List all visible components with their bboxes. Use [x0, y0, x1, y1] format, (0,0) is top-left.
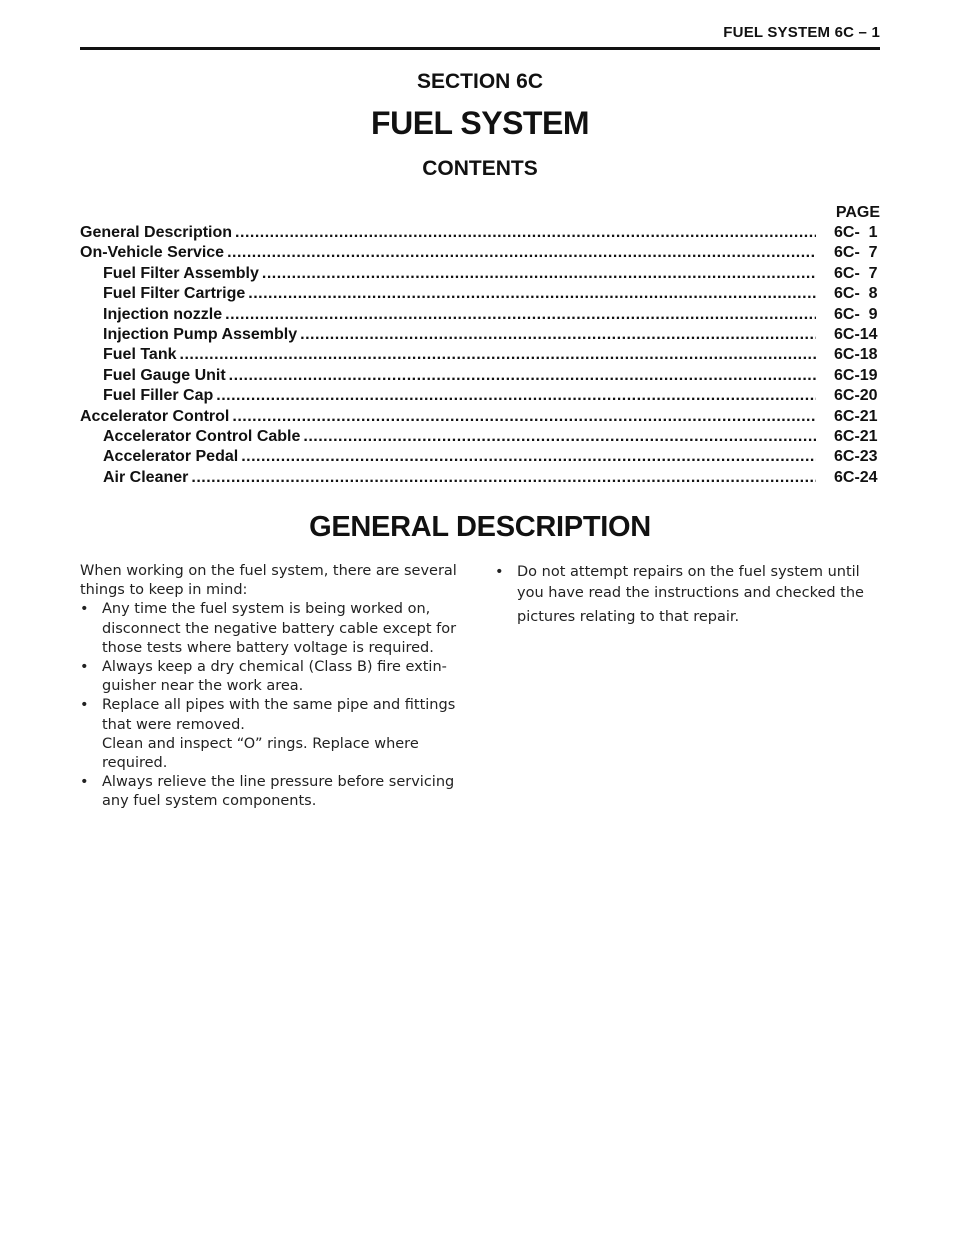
toc-leader-dots: [300, 325, 816, 345]
toc-leader-dots: [303, 427, 816, 447]
header-rule: [80, 47, 880, 50]
toc-entry[interactable]: [80, 264, 880, 284]
bullet-item: [80, 696, 468, 773]
toc-leader-dots: [262, 264, 816, 284]
toc-entry-text: Fuel Filter Assembly: [103, 264, 259, 282]
toc-leader-dots: [191, 468, 816, 488]
bullet-item: [80, 773, 468, 811]
toc-entry[interactable]: [80, 305, 880, 325]
toc-entry-text: Fuel Tank: [103, 346, 177, 364]
toc-entry-page: 6C-14: [834, 325, 878, 343]
toc-leader-dots: [216, 386, 816, 406]
intro-line: things to keep in mind:: [80, 582, 248, 599]
toc-entry[interactable]: [80, 325, 880, 345]
bullet-dot: •: [80, 697, 89, 714]
toc-entry-page: 6C- 8: [834, 285, 878, 303]
toc-entry-text: Air Cleaner: [103, 468, 189, 486]
toc-entry-page: 6C-21: [834, 407, 878, 425]
bullet-dot: •: [80, 601, 89, 618]
bullet-line: those tests where battery voltage is required.: [102, 639, 434, 656]
running-header: FUEL SYSTEM 6C – 1: [723, 24, 880, 41]
bullet-line: that were removed.: [102, 716, 245, 733]
toc-entry-page: 6C-18: [834, 346, 878, 364]
bullet-line: Clean and inspect “O” rings. Replace where: [102, 735, 419, 752]
bullet-item: [80, 658, 468, 696]
toc-leader-dots: [241, 447, 816, 467]
toc-entry-text: Injection nozzle: [103, 305, 223, 323]
toc-entry-page: 6C- 7: [834, 264, 878, 282]
intro-line: When working on the fuel system, there are several: [80, 563, 457, 579]
toc-entry-page: 6C-19: [834, 366, 878, 384]
intro-paragraph: [80, 562, 468, 600]
toc-entry-text: Fuel Filter Cartrige: [103, 285, 246, 303]
toc-entry-text: On-Vehicle Service: [80, 244, 225, 262]
toc-entry-page: 6C-23: [834, 448, 878, 466]
toc-entry-text: Fuel Gauge Unit: [103, 366, 226, 384]
section-label: SECTION 6C: [416, 70, 544, 93]
bullet-dot: •: [495, 564, 504, 580]
bullet-line: Replace all pipes with the same pipe and fittings: [102, 697, 456, 714]
toc-entry-text: General Description: [80, 224, 233, 241]
toc-entry-page: 6C-24: [834, 468, 878, 486]
toc-entry-text: Fuel Filler Cap: [103, 387, 214, 405]
toc-entry[interactable]: [80, 284, 880, 304]
toc-leader-dots: [229, 366, 816, 386]
toc-entry[interactable]: [80, 223, 880, 243]
toc-entry-page: 6C-20: [834, 387, 878, 405]
toc-entry-page: 6C- 7: [834, 244, 878, 262]
page-column-label: PAGE: [835, 204, 880, 221]
toc-leader-dots: [227, 243, 816, 263]
toc-entry[interactable]: [80, 468, 880, 488]
toc-entry-text: Accelerator Pedal: [103, 448, 239, 466]
toc-entry[interactable]: [80, 386, 880, 406]
toc-leader-dots: [225, 305, 816, 325]
toc-entry[interactable]: [80, 407, 880, 427]
toc-entry-page: 6C-21: [834, 427, 878, 445]
bullet-dot: •: [80, 774, 89, 791]
toc-entry[interactable]: [80, 427, 880, 447]
bullet-line: Do not attempt repairs on the fuel system until: [517, 564, 860, 580]
toc-leader-dots: [235, 223, 816, 243]
toc-leader-dots: [248, 284, 816, 304]
bullet-item: [495, 562, 880, 628]
bullet-item: [80, 600, 468, 658]
bullet-dot: •: [80, 659, 89, 676]
bullet-line: Always relieve the line pressure before servicing: [102, 774, 455, 791]
bullet-line: pictures relating to that repair.: [517, 609, 740, 625]
bullet-line: any fuel system components.: [102, 793, 317, 810]
toc-leader-dots: [180, 345, 817, 365]
toc-entry-page: 6C- 9: [834, 305, 878, 323]
right-column: [495, 562, 880, 628]
bullet-line: guisher near the work area.: [102, 678, 304, 695]
toc-entry[interactable]: [80, 366, 880, 386]
bullet-line: you have read the instructions and checked the: [517, 585, 864, 601]
toc-entry-text: Accelerator Control: [80, 407, 230, 425]
toc-entry[interactable]: [80, 345, 880, 365]
page-title: FUEL SYSTEM: [371, 105, 589, 141]
toc-entry[interactable]: [80, 243, 880, 263]
left-column: [80, 562, 468, 812]
toc-entry-text: Accelerator Control Cable: [103, 427, 301, 445]
bullet-line: Any time the fuel system is being worked on,: [102, 601, 431, 618]
bullet-line: Always keep a dry chemical (Class B) fire extin-: [102, 659, 447, 676]
toc-leader-dots: [232, 407, 816, 427]
general-description-heading: GENERAL DESCRIPTION: [309, 511, 651, 543]
toc-entry[interactable]: [80, 447, 880, 467]
toc-entry-page: 6C- 1: [834, 224, 878, 241]
contents-heading: CONTENTS: [422, 157, 538, 180]
table-of-contents: [80, 223, 880, 488]
toc-entry-text: Injection Pump Assembly: [103, 325, 298, 343]
bullet-line: required.: [102, 755, 168, 772]
bullet-line: disconnect the negative battery cable except for: [102, 620, 457, 637]
